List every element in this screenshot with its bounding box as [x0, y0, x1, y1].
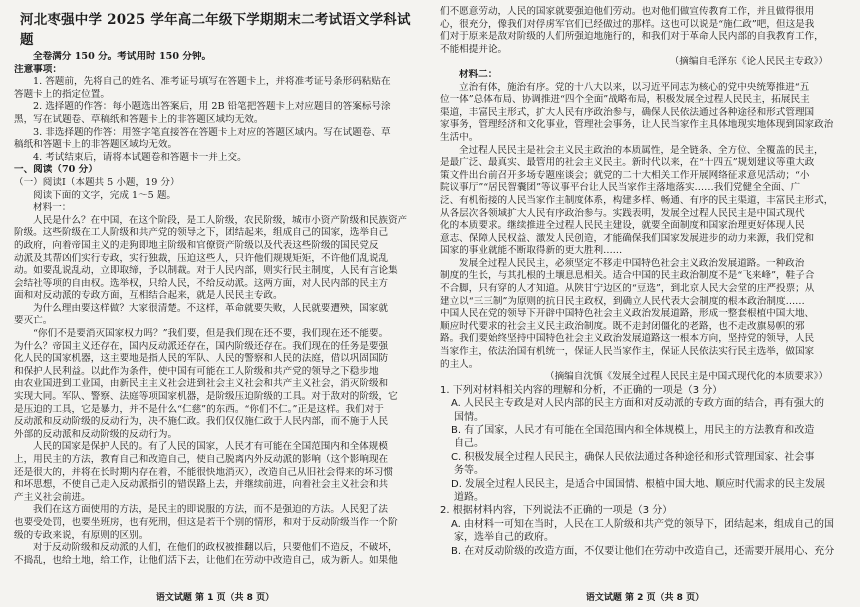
material-label: 材料一：: [33, 202, 72, 214]
passage-line: 家事务，管理经济和文化事业，管理社会事务，让人民当家作主具体地现实地体现到国家政治: [440, 119, 834, 131]
passage-line: 和保护人民利益。以此作为条件，使中国有可能在工人阶级和共产党的领导之下稳步地: [14, 365, 379, 377]
notes-heading: 注意事项：: [14, 63, 62, 75]
source-citation: （摘编自沈慎《发展全过程人民民主是中国式现代化的本质要求》）: [544, 371, 828, 383]
passage-line: 立治有体，施治有序。党的十八大以来，以习近平同志为核心的党中央统筹推进“五: [459, 81, 810, 93]
passage-2: [440, 82, 846, 372]
question-stem: 1. 下列对材料相关内容的理解和分析，不正确的一项是（3 分）: [440, 384, 723, 396]
option-d-cont: 道路。: [454, 492, 484, 504]
passage-line: 和坏思想，不使自己走入反动派指引的错误路上去，并继续前进，向着社会主义社会和共: [14, 479, 389, 491]
page-footer: 语文试题 第 2 页（共 8 页）: [585, 593, 705, 603]
passage-line: 意志、保障人民权益、激发人民创造，才能确保我们国家发展进步的动力来源，我们党和: [440, 232, 815, 244]
material-label: 材料二：: [459, 68, 498, 80]
passage-line: 化的本质要求。继续推进全过程人民民主建设，就要全面制度和国家治理更好体现人民: [440, 220, 805, 232]
reading-instruction: 阅读下面的文字，完成 1～5 题。: [33, 189, 177, 201]
question-2: [440, 504, 846, 558]
option-c[interactable]: C. 积极发展全过程人民民主，确保人民依法通过各种途径和形式管理国家、社会事: [451, 451, 815, 463]
passage-1: [14, 215, 422, 568]
subsection-heading: （一）阅读Ⅰ（本题共 5 小题，19 分）: [14, 176, 180, 188]
passage-line: 是最广泛、最真实、最管用的社会主义民主。新时代以来，在“十四五”规划建议等重大政: [440, 157, 815, 169]
option-b-cont: 自己。: [454, 438, 484, 450]
page-2: [430, 0, 860, 607]
passage-line: 由农业国进到工业国，由新民主主义社会进到社会主义社会和共产主义社会，消灭阶级和: [14, 378, 389, 390]
passage-line: 会结社等项的自由权。选举权，只给人民，不给反动派。这两方面，对人民内部的民主方: [14, 277, 389, 289]
passage-line: 外部的反动派和反动阶级的反动行为。: [14, 428, 178, 440]
note-line: 答题卡上的指定位置。: [14, 88, 110, 100]
section-heading: 一、阅读（70 分）: [14, 164, 98, 176]
passage-line: 院议事厅”“居民智囊团”等议事平台让人民当家作主落地落实……我们党健全全面、广: [440, 182, 801, 194]
passage-line: 们对于原来是敌对阶级的人们所强迫地施行的，和我们对于革命人民内部的自我教育工作，: [440, 31, 824, 43]
option-b[interactable]: B. 在对反动阶级的改造方面，不仅要让他们在劳动中改造自己，还需要开展用心、充分: [451, 545, 835, 557]
passage-line: 动。如要乱说乱动，立即取缔，予以制裁。对于人民内部，则实行民主制度，人民有言论集: [14, 265, 398, 277]
note-line: 稿纸和答题卡上的非答题区域均无效。: [14, 139, 178, 151]
passage-line: 从各层次各领域扩大人民有序政治参与。实践表明，发展全过程人民民主是中国式现代: [440, 207, 805, 219]
page-footer: 语文试题 第 1 页（共 8 页）: [155, 593, 275, 603]
passage-line: 不合脚，只有穿的人才知道。从陕甘宁边区的“豆选”，到北京人民大会堂的庄严投票；从: [440, 283, 815, 295]
passage-line: 实现大同。军队、警察、法庭等项国家机器，是阶级压迫阶级的工具。对于敌对的阶级，它: [14, 391, 398, 403]
passage-line: 为什么理由要这样做？大家很清楚。不这样，革命就要失败，人民就要遭殃，国家就: [33, 302, 388, 314]
passage-line: 是压迫的工具，它是暴力，并不是什么“仁慈”的东西。“你们不仁。”正是这样。我们对于: [14, 403, 384, 415]
passage-line: 全过程人民民主是社会主义民主政治的本质属性，是全链条、全方位、全覆盖的民主，: [459, 144, 824, 156]
passage-line: “你们不是要消灭国家权力吗？”我们要，但是我们现在还不要，我们现在还不能要。: [33, 328, 389, 340]
passage-line: 制度的生长，与其扎根的土壤息息相关。适合中国的民主政治制度不是“飞来峰”，鞋子合: [440, 270, 815, 282]
passage-line: 国家的事业就能不断取得新的更大胜利……: [440, 245, 623, 257]
passage-line: 当家作主，依法治国有机统一，保证人民当家作主，保证人民依法实行民主选举，做国家: [440, 346, 815, 358]
question-stem: 2. 根据材料内容，下列说法不正确的一项是（3 分）: [440, 505, 673, 517]
passage-line: 的主人。: [440, 358, 479, 370]
passage-line: 心，很充分，像我们对俘虏军官们已经做过的那样。这也可以说是“施仁政”吧，但这是我: [440, 18, 815, 30]
option-a[interactable]: A. 由材料一可知在当时，人民在工人阶级和共产党的领导下，团结起来，组成自己的国: [451, 518, 835, 530]
passage-line: 发展全过程人民民主，必须坚定不移走中国特色社会主义政治发展道路。一种政治: [459, 257, 805, 269]
passage-line: 化人民的国家机器，这主要地是指人民的军队、人民的警察和人民的法庭，借以巩固国防: [14, 353, 389, 365]
passage-line: 路。我们要始终坚持中国特色社会主义政治发展道路这一根本方向，坚持党的领导，人民: [440, 333, 815, 345]
option-a-cont: 家，选举自己的政府。: [454, 532, 554, 544]
passage-line: 策文件出台前召开多场专题座谈会；就党的二十大相关工作开展网络征求意见活动；“小: [440, 169, 810, 181]
passage-line: 建立以“三三制”为原则的抗日民主政权，到确立人民代表大会制度的根本政治制度……: [440, 295, 805, 307]
option-c-cont: 务等。: [454, 465, 484, 477]
option-a-cont: 国情。: [454, 411, 484, 423]
source-citation: （摘编自毛泽东《论人民民主专政》）: [669, 56, 828, 68]
passage-line: 也要受处罚，也要坐班房，也有死刑，但这是若干个别的情形，和对于反动阶级当作一个阶: [14, 516, 398, 528]
passage-line: 中国人民在党的领导下开辟中国特色社会主义政治发展道路，形成一整套根植中国大地、: [440, 308, 815, 320]
passage-line: 渠道，丰富民主形式，扩大人民有序政治参与，确保人民依法通过各种途径和形式管理国: [440, 106, 815, 118]
note-line: 3. 非选择题的作答：用签字笔直接答在答题卡上对应的答题区域内。写在试题卷、草: [33, 126, 391, 138]
passage-line: 泛、有机衔接的人民当家作主制度体系，构建多样、畅通、有序的民主渠道，丰富民主形式，: [440, 194, 834, 206]
question-1: [440, 384, 846, 505]
passage-line: 不能相提并论。: [440, 43, 508, 55]
passage-line: 的政府，向着帝国主义的走狗即地主阶级和官僚资产阶级以及代表这些阶级的国民党反: [14, 239, 379, 251]
passage-line: 阶级。这些阶级在工人阶级和共产党的领导之下，团结起来，组成自己的国家，选举自己: [14, 227, 389, 239]
passage-line: 位一体”总体布局、协调推进“四个全面”战略布局，积极发展全过程人民民主，拓展民主: [440, 94, 810, 106]
score-time: 全卷满分 150 分。考试用时 150 分钟。: [33, 51, 212, 62]
passage-line: 人民的国家是保护人民的。有了人民的国家，人民才有可能在全国范围内和全体规模: [33, 441, 388, 453]
note-line: 2. 选择题的作答：每小题选出答案后，用 2B 铅笔把答题卡上对应题目的答案标号涂: [33, 101, 391, 113]
option-a[interactable]: A. 人民民主专政是对人民内部的民主方面和对反动派的专政方面的结合，再有强大的: [451, 398, 825, 410]
option-d[interactable]: D. 发展全过程人民民主，是适合中国国情、根植中国大地、顺应时代需求的民主发展: [451, 478, 826, 490]
note-line: 黑，写在试题卷、草稿纸和答题卡上的非答题区域均无效。: [14, 113, 264, 125]
passage-line: 反动派和反动阶级的反动行为，决不施仁政。我们仅仅施仁政于人民内部，而不施于人民: [14, 416, 389, 428]
note-line: 1. 答题前，先将自己的姓名、准考证号填写在答题卡上，并将准考证号条形码粘贴在: [33, 76, 391, 88]
option-b[interactable]: B. 有了国家，人民才有可能在全国范围内和全体规模上，用民主的方法教育和改造: [451, 425, 815, 437]
passage-line: 生活中。: [440, 131, 479, 143]
passage-line: 为什么？帝国主义还存在，国内反动派还存在，国内阶级还存在。我们现在的任务是要强: [14, 340, 389, 352]
exam-title: 河北枣强中学 2025 学年高二年级下学期期末二考试语文学科试题: [20, 12, 411, 48]
note-line: 4. 考试结束后，请将本试题卷和答题卡一并上交。: [33, 151, 247, 163]
passage-line: 人民是什么？在中国，在这个阶段，是工人阶级，农民阶级，城市小资产阶级和民族资产: [33, 214, 408, 226]
passage-line: 面和对反动派的专政方面，互相结合起来，就是人民民主专政。: [14, 290, 283, 302]
passage-line: 要灭亡。: [14, 315, 53, 327]
passage-line: 顺应时代要求的社会主义民主政治制度。既不走封闭僵化的老路，也不走改旗易帜的邪: [440, 320, 805, 332]
passage-line: 对于反动阶级和反动派的人们，在他们的政权被推翻以后，只要他们不造反，不破坏，: [33, 542, 398, 554]
notes-list: [14, 76, 422, 164]
passage-line: 级的专政来说，有原则的区别。: [14, 529, 149, 541]
passage-line: 我们在这方面使用的方法，是民主的即说服的方法，而不是强迫的方法。人民犯了法: [33, 504, 388, 516]
passage-line: 产主义社会前进。: [14, 491, 91, 503]
passage-line: 上，用民主的方法，教育自己和改造自己，使自己脱离内外反动派的影响（这个影响现在: [14, 454, 389, 465]
passage-line: 还是很大的，并将在长时期内存在着，不能很快地消灭），改造自己从旧社会得来的坏习惯: [14, 466, 393, 478]
passage-line: 动派及其帮凶们实行专政，实行独裁，压迫这些人，只许他们规规矩矩，不许他们乱说乱: [14, 252, 389, 264]
passage-line: 不捣乱，也给土地，给工作，让他们活下去，让他们在劳动中改造自己，成为新人。如果他: [14, 554, 398, 566]
passage-1-continued: [440, 6, 846, 56]
passage-line: 们不愿意劳动，人民的国家就要强迫他们劳动。也对他们做宣传教育工作，并且做得很用: [440, 6, 815, 17]
